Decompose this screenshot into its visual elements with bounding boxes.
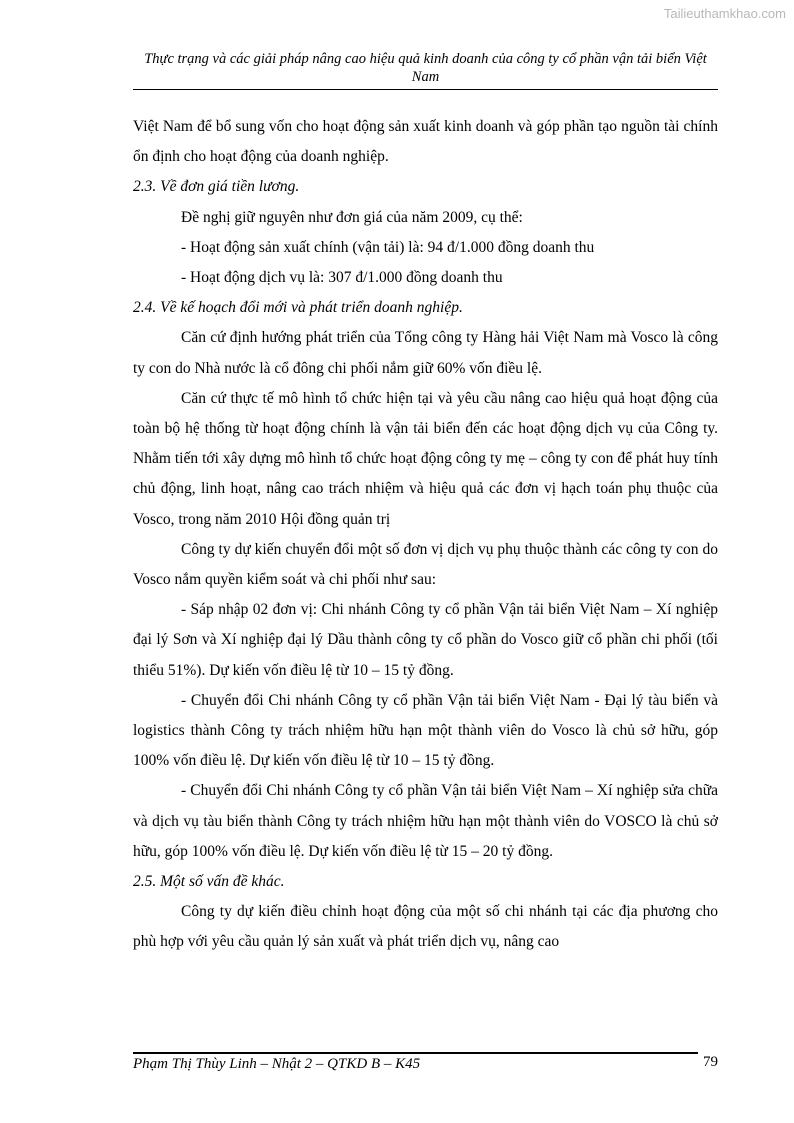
page-number: 79	[703, 1054, 718, 1070]
footer-author: Phạm Thị Thùy Linh – Nhật 2 – QTKD B – K45	[133, 1056, 421, 1072]
list-item: - Chuyển đổi Chi nhánh Công ty cổ phần Vận tải biển Việt Nam - Đại lý tàu biển và logistics thành Công ty trách nhiệm hữu hạn một thành viên do Vosco là chủ sở hữu, góp 100% vốn điều lệ. Dự kiến vốn điều lệ từ 10 – 15 tỷ đồng.	[133, 691, 718, 770]
header-divider	[133, 89, 718, 90]
section-heading: 2.4. Về kế hoạch đổi mới và phát triển doanh nghiệp.	[133, 299, 463, 317]
list-item: - Sáp nhập 02 đơn vị: Chi nhánh Công ty cổ phần Vận tải biển Việt Nam – Xí nghiệp đại lý Sơn và Xí nghiệp đại lý Dầu thành công ty cổ phần do Vosco giữ cổ phần chi phối (tối thiểu 51%). Dự kiến vốn điều lệ từ 10 – 15 tỷ đồng.	[133, 601, 718, 679]
paragraph: Căn cứ định hướng phát triển của Tổng công ty Hàng hải Việt Nam mà Vosco là công ty con do Nhà nước là cổ đông chi phối nắm giữ 60% vốn điều lệ.	[133, 329, 718, 377]
running-header: Thực trạng và các giải pháp nâng cao hiệu quả kinh doanh của công ty cổ phần vận tải biển Việt Nam	[144, 51, 707, 85]
list-item: - Hoạt động dịch vụ là: 307 đ/1.000 đồng doanh thu	[181, 269, 503, 287]
footer-divider	[133, 1052, 698, 1054]
section-heading: 2.5. Một số vấn đề khác.	[133, 873, 285, 891]
list-item: - Chuyển đổi Chi nhánh Công ty cổ phần Vận tải biển Việt Nam – Xí nghiệp sửa chữa và dịch vụ tàu biển thành Công ty trách nhiệm hữu hạn một thành viên do VOSCO là chủ sở hữu, góp 100% vốn điều lệ. Dự kiến vốn điều lệ từ 15 – 20 tỷ đồng.	[133, 782, 718, 860]
list-item: - Hoạt động sản xuất chính (vận tải) là: 94 đ/1.000 đồng doanh thu	[181, 238, 595, 256]
page-body	[133, 112, 718, 958]
paragraph: Đề nghị giữ nguyên như đơn giá của năm 2009, cụ thể:	[181, 208, 523, 226]
paragraph: Công ty dự kiến điều chỉnh hoạt động của một số chi nhánh tại các địa phương cho phù hợp với yêu cầu quản lý sản xuất và phát triển dịch vụ, nâng cao	[133, 903, 718, 951]
section-heading: 2.3. Về đơn giá tiền lương.	[133, 178, 300, 196]
watermark: Tailieuthamkhao.com	[663, 6, 786, 21]
paragraph: Công ty dự kiến chuyển đổi một số đơn vị dịch vụ phụ thuộc thành các công ty con do Vosco nắm quyền kiểm soát và chi phối như sau:	[133, 540, 718, 589]
paragraph: Việt Nam để bổ sung vốn cho hoạt động sản xuất kinh doanh và góp phần tạo nguồn tài chính ổn định cho hoạt động của doanh nghiệp.	[133, 118, 718, 166]
paragraph: Căn cứ thực tế mô hình tổ chức hiện tại và yêu cầu nâng cao hiệu quả hoạt động của toàn bộ hệ thống từ hoạt động chính là vận tải biển đến các hoạt động dịch vụ của Công ty. Nhằm tiến tới xây dựng mô hình tổ chức hoạt động công ty mẹ – công ty con để phát huy tính chủ động, linh hoạt, nâng cao trách nhiệm và hiệu quả các đơn vị hạch toán phụ thuộc của Vosco, trong năm 2010 Hội đồng quản trị	[133, 389, 718, 528]
